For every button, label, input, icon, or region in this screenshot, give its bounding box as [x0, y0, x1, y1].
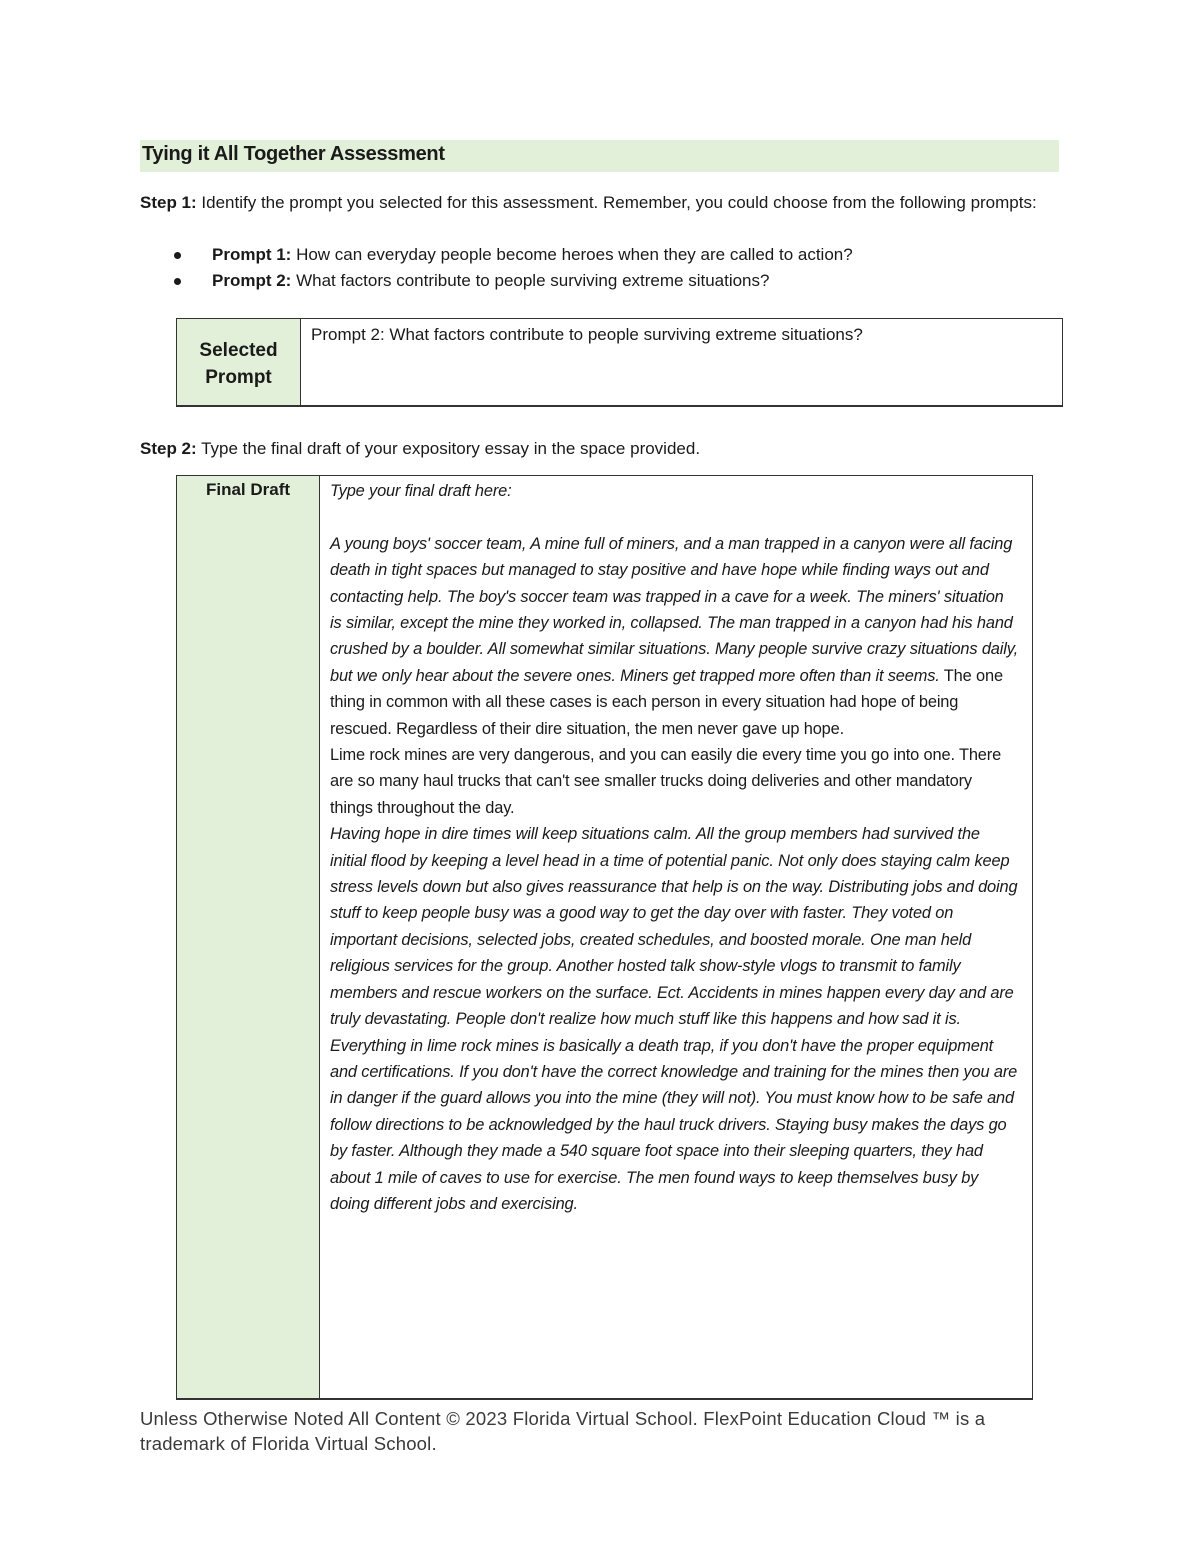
prompt-text: What factors contribute to people surviving extreme situations?: [291, 271, 770, 290]
selected-prompt-header-line2: Prompt: [205, 367, 272, 388]
bullet-icon: [174, 252, 181, 259]
selected-prompt-header-line1: Selected: [199, 340, 278, 361]
final-draft-header: Final Draft: [177, 476, 320, 1398]
prompt-label: Prompt 2:: [212, 271, 292, 290]
step-1-instructions: [140, 190, 1040, 216]
step-2-text: Type the final draft of your expository essay in the space provided.: [196, 439, 701, 458]
final-draft-text-area[interactable]: [330, 478, 1018, 1217]
selected-prompt-table: [176, 318, 1063, 407]
step-2-label: Step 2:: [140, 439, 197, 458]
step-1-label: Step 1:: [140, 193, 197, 212]
prompt-list: [170, 242, 853, 294]
final-draft-table: [176, 475, 1033, 1400]
essay-paragraph-3: Having hope in dire times will keep situations calm. All the group members had survived the initial flood by keeping a level head in a time of potential panic. Not only does staying calm keep stress levels down but also gives reassurance that help is on the way. Distributing jobs and doing stuff to keep people busy was a good way to get the day over with faster. They voted on important decisions, selected jobs, created schedules, and boosted morale. One man held religious services for the group. Another hosted talk show-style vlogs to transmit to family members and rescue workers on the surface. Ect. Accidents in mines happen every day and are truly devastating. People don't realize how much stuff like this happens and how sad it is. Everything in lime rock mines is basically a death trap, if you don't have the proper equipment and certifications. If you don't have the correct knowledge and training for the mines then you are in danger if the guard allows you into the mine (they will not). You must know how to be safe and follow directions to be acknowledged by the haul truck drivers. Staying busy makes the days go by faster. Although they made a 540 square foot space into their sleeping quarters, they had about 1 mile of caves to use for exercise. The men found ways to keep themselves busy by doing different jobs and exercising.: [330, 825, 1018, 1213]
page-title: Tying it All Together Assessment: [142, 143, 445, 165]
title-banner: [140, 140, 1059, 172]
copyright-footer: Unless Otherwise Noted All Content © 2023 Florida Virtual School. FlexPoint Education Cloud ™ is a trademark of Florida Virtual School.: [140, 1408, 986, 1454]
step-2-instructions: [140, 436, 1040, 462]
essay-paragraph-1-tail: The one thing in common with all these cases is each person in every situation had hope of being rescued. Regardless of their dire situation, the men never gave up hope.: [330, 666, 1003, 738]
prompt-label: Prompt 1:: [212, 245, 292, 264]
list-item: [170, 242, 853, 268]
final-draft-instruction: Type your final draft here:: [330, 482, 512, 500]
selected-prompt-header: [177, 319, 301, 405]
step-1-text: Identify the prompt you selected for this assessment. Remember, you could choose from the following prompts:: [196, 193, 1037, 212]
prompt-text: How can everyday people become heroes when they are called to action?: [291, 245, 853, 264]
bullet-icon: [174, 278, 181, 285]
selected-prompt-value[interactable]: Prompt 2: What factors contribute to people surviving extreme situations?: [311, 325, 863, 344]
essay-paragraph-1: [330, 531, 1018, 742]
list-item: [170, 268, 853, 294]
essay-paragraph-1-text: A young boys' soccer team, A mine full of miners, and a man trapped in a canyon were all facing death in tight spaces but managed to stay positive and have hope while finding ways out and contacting help. The boy's soccer team was trapped in a cave for a week. The miners' situation is similar, except the mine they worked in, collapsed. The man trapped in a canyon had his hand crushed by a boulder. All somewhat similar situations. Many people survive crazy situations daily, but we only hear about the severe ones. Miners get trapped more often than it seems.: [330, 534, 1018, 685]
essay-paragraph-2: Lime rock mines are very dangerous, and you can easily die every time you go into one. There are so many haul trucks that can't see smaller trucks doing deliveries and other mandatory things throughout the day.: [330, 746, 1002, 817]
paragraph-spacer: [330, 504, 1018, 530]
